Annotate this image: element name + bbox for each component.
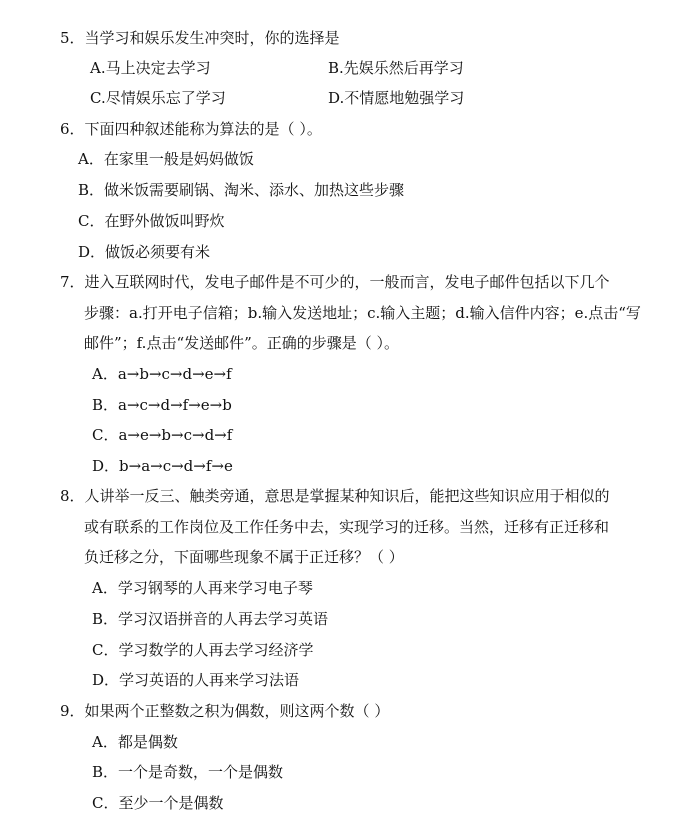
question-8-option-b: B．学习汉语拼音的人再去学习英语: [92, 610, 329, 628]
question-5-stem: 5．当学习和娱乐发生冲突时，你的选择是: [60, 29, 340, 47]
question-5-option-a: A.马上决定去学习: [90, 59, 211, 77]
question-7-stem-line-2: 步骤：a.打开电子信箱；b.输入发送地址；c.输入主题；d.输入信件内容；e.点击“写: [84, 304, 641, 322]
question-6-option-b: B．做米饭需要刷锅、淘米、添水、加热这些步骤: [78, 181, 405, 199]
question-6-option-c: C．在野外做饭叫野炊: [78, 212, 225, 230]
question-5-option-d: D.不情愿地勉强学习: [328, 89, 465, 107]
question-9-option-b: B．一个是奇数，一个是偶数: [92, 763, 284, 781]
question-6-stem: 6．下面四种叙述能称为算法的是（ ）。: [60, 120, 322, 138]
question-8-option-c: C．学习数学的人再去学习经济学: [92, 641, 314, 659]
question-9-option-c: C．至少一个是偶数: [92, 794, 224, 812]
question-8-stem-line-2: 或有联系的工作岗位及工作任务中去，实现学习的迁移。当然，迁移有正迁移和: [84, 518, 610, 536]
question-8-stem-line-1: 8．人讲举一反三、触类旁通，意思是掌握某种知识后，能把这些知识应用于相似的: [60, 487, 610, 505]
question-7-stem-line-3: 邮件”；f.点击“发送邮件”。正确的步骤是（ ）。: [84, 334, 400, 352]
question-6-option-a: A．在家里一般是妈妈做饭: [78, 150, 254, 168]
question-5-option-c: C.尽情娱乐忘了学习: [90, 89, 226, 107]
question-7-option-a: A．a→b→c→d→e→f: [92, 365, 232, 383]
question-7-option-d: D．b→a→c→d→f→e: [92, 457, 233, 475]
question-7-option-c: C．a→e→b→c→d→f: [92, 426, 233, 444]
question-8-option-d: D．学习英语的人再来学习法语: [92, 671, 300, 689]
question-7-option-b: B．a→c→d→f→e→b: [92, 396, 232, 414]
question-7-stem-line-1: 7．进入互联网时代，发电子邮件是不可少的，一般而言，发电子邮件包括以下几个: [60, 273, 610, 291]
question-9-stem: 9．如果两个正整数之积为偶数，则这两个数（ ）: [60, 702, 390, 720]
question-5-option-b: B.先娱乐然后再学习: [328, 59, 464, 77]
question-8-option-a: A．学习钢琴的人再来学习电子琴: [92, 579, 313, 597]
question-6-option-d: D．做饭必须要有米: [78, 243, 211, 261]
question-9-option-a: A．都是偶数: [92, 733, 178, 751]
question-8-stem-line-3: 负迁移之分，下面哪些现象不属于正迁移？（ ）: [84, 548, 404, 566]
